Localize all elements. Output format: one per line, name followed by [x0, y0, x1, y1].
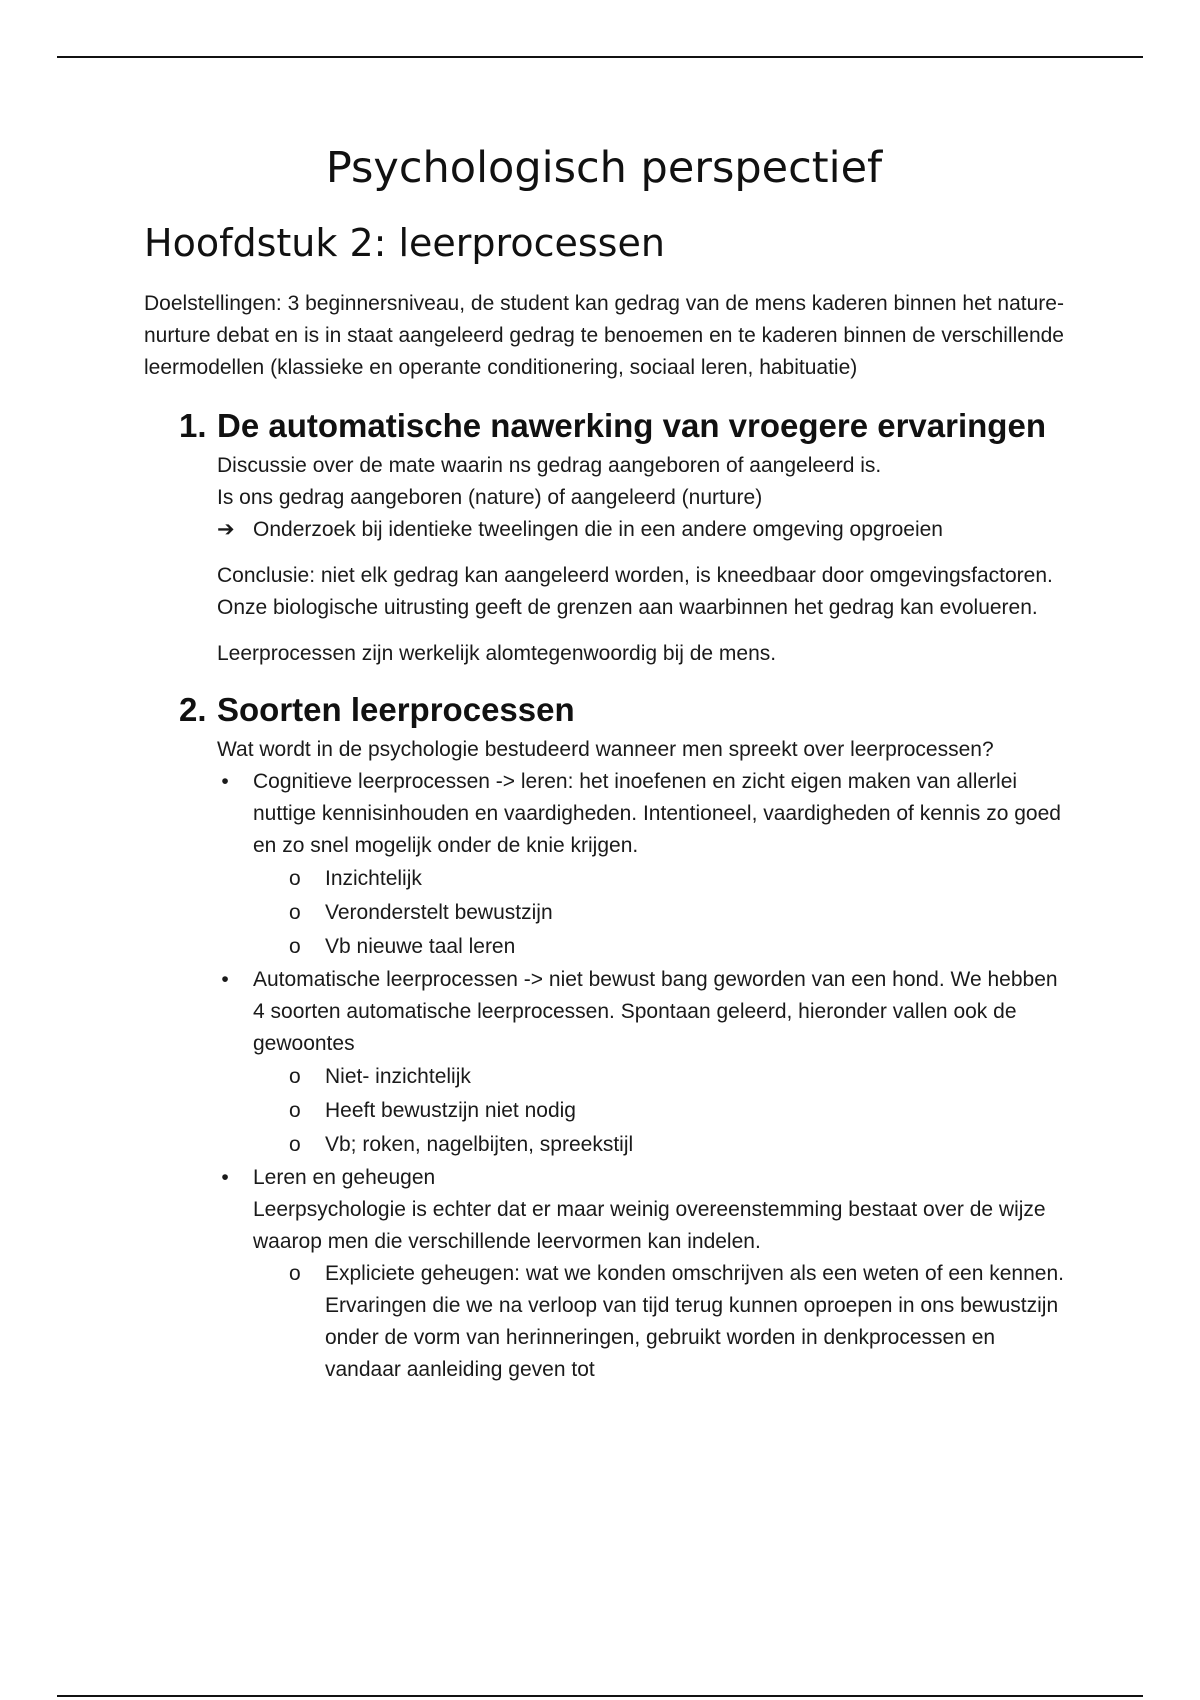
- sub-bullet-icon: o: [289, 1065, 301, 1088]
- sub-list-item: [289, 862, 1064, 896]
- sub-bullet-icon: o: [289, 1262, 301, 1285]
- arrow-right-icon: ➔: [217, 518, 235, 541]
- sub-bullet-icon: o: [289, 1133, 301, 1156]
- sub-list-item: [289, 930, 1064, 964]
- sub-list: [253, 1060, 1064, 1162]
- section-1-closing: Leerprocessen zijn werkelijk alomtegenwoordig bij de mens.: [217, 642, 777, 665]
- section-1-arrow-text: Onderzoek bij identieke tweelingen die in een andere omgeving opgroeien: [253, 518, 943, 541]
- header-rule: [57, 56, 1143, 58]
- section-2-question: Wat wordt in de psychologie bestudeerd wanneer men spreekt over leerprocessen?: [217, 738, 994, 761]
- sub-bullet-icon: o: [289, 901, 301, 924]
- section-1-line-1: Discussie over de mate waarin ns gedrag aangeboren of aangeleerd is.: [217, 454, 882, 477]
- sub-bullet-icon: o: [289, 867, 301, 890]
- bullet-list: [217, 766, 1064, 1386]
- bullet-icon: •: [221, 1166, 229, 1189]
- section-1: [144, 402, 1064, 670]
- chapter-heading: Hoofdstuk 2: leerprocessen: [144, 221, 665, 265]
- document-title: Psychologisch perspectief: [325, 143, 883, 193]
- bullet-extra-text: Leerpsychologie is echter dat er maar weinig overeenstemming bestaat over de wijze waarop men die verschillende leervormen kan indelen.: [253, 1198, 1046, 1253]
- list-item: [217, 766, 1064, 964]
- section-2: [144, 686, 1064, 1386]
- bullet-icon: •: [221, 968, 229, 991]
- section-1-title: De automatische nawerking van vroegere ervaringen: [217, 407, 1046, 444]
- intro-paragraph: Doelstellingen: 3 beginnersniveau, de student kan gedrag van de mens kaderen binnen het nature-nurture debat en is in staat aangeleerd gedrag te benoemen en te kaderen binnen de verschillende leermodellen (klassieke en operante conditionering, sociaal leren, habituatie): [144, 292, 1064, 379]
- sub-item-text: Inzichtelijk: [325, 867, 422, 890]
- section-1-arrow-item: [217, 514, 1064, 546]
- section-2-title: Soorten leerprocessen: [217, 691, 575, 728]
- sub-item-text: Veronderstelt bewustzijn: [325, 901, 553, 924]
- sub-bullet-icon: o: [289, 1099, 301, 1122]
- section-2-heading: [179, 686, 1064, 734]
- sub-item-text: Vb; roken, nagelbijten, spreekstijl: [325, 1133, 634, 1156]
- document-page: [144, 138, 1064, 1386]
- sub-list: [253, 862, 1064, 964]
- sub-list: [253, 1258, 1064, 1386]
- sub-item-text: Niet- inzichtelijk: [325, 1065, 471, 1088]
- sub-list-item: [289, 1094, 1064, 1128]
- list-item: [217, 964, 1064, 1162]
- section-1-line-2: Is ons gedrag aangeboren (nature) of aangeleerd (nurture): [217, 486, 763, 509]
- section-1-number: 1.: [179, 407, 207, 444]
- footer-rule: [57, 1695, 1143, 1697]
- sub-list-item: [289, 1060, 1064, 1094]
- sub-list-item: [289, 1258, 1064, 1386]
- bullet-text: Automatische leerprocessen -> niet bewust bang geworden van een hond. We hebben 4 soorten automatische leerprocessen. Spontaan geleerd, hieronder vallen ook de gewoontes: [253, 968, 1058, 1055]
- sub-bullet-icon: o: [289, 935, 301, 958]
- sub-list-item: [289, 896, 1064, 930]
- sub-item-text: Expliciete geheugen: wat we konden omschrijven als een weten of een kennen. Ervaringen die we na verloop van tijd terug kunnen oproepen in ons bewustzijn onder de vorm van herinneringen, gebruikt worden in denkprocessen en vandaar aanleiding geven tot: [325, 1262, 1064, 1381]
- sub-item-text: Heeft bewustzijn niet nodig: [325, 1099, 576, 1122]
- bullet-text: Leren en geheugen: [253, 1166, 436, 1189]
- bullet-text: Cognitieve leerprocessen -> leren: het inoefenen en zicht eigen maken van allerlei nuttige kennisinhouden en vaardigheden. Intentioneel, vaardigheden of kennis zo goed en zo snel mogelijk onder de knie krijgen.: [253, 770, 1061, 857]
- bullet-icon: •: [221, 770, 229, 793]
- section-1-conclusion: Conclusie: niet elk gedrag kan aangeleerd worden, is kneedbaar door omgevingsfactoren. Onze biologische uitrusting geeft de grenzen aan waarbinnen het gedrag kan evolueren.: [217, 564, 1053, 619]
- sub-item-text: Vb nieuwe taal leren: [325, 935, 516, 958]
- list-item: [217, 1162, 1064, 1386]
- section-2-number: 2.: [179, 691, 207, 728]
- sub-list-item: [289, 1128, 1064, 1162]
- section-1-heading: [179, 402, 1064, 450]
